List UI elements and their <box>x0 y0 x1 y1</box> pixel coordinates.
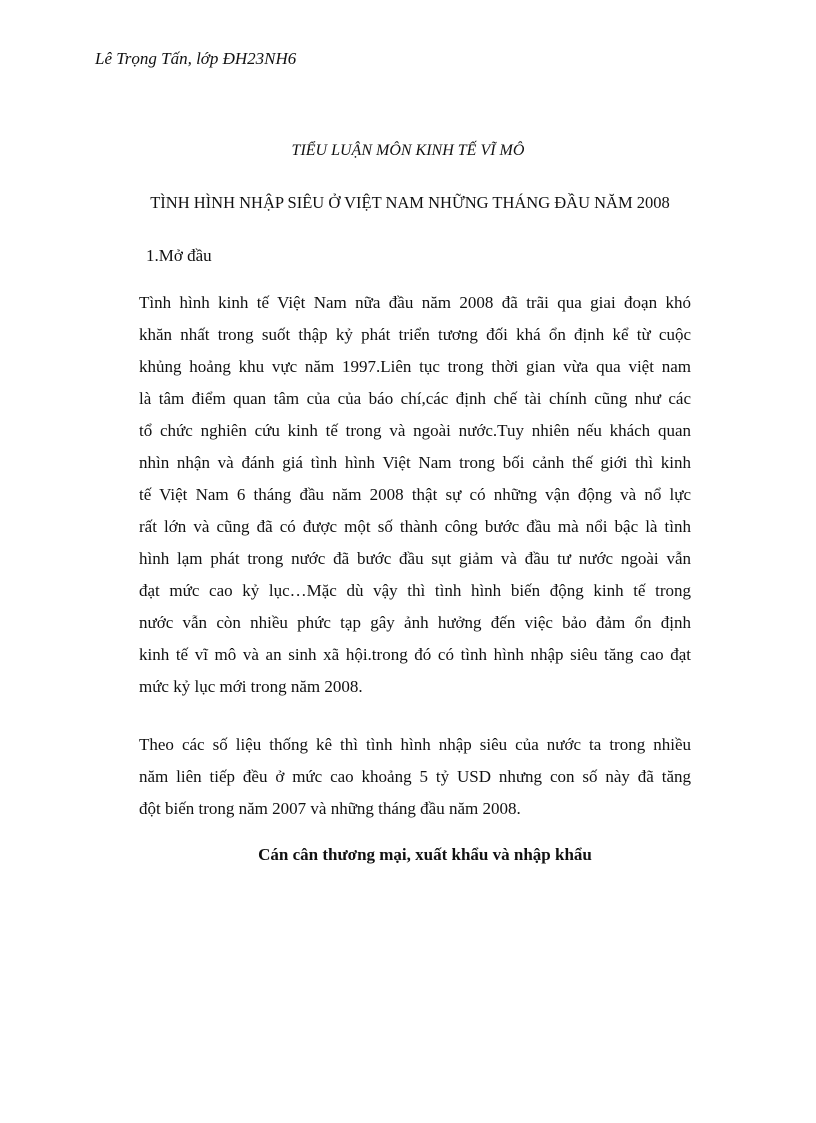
intro-paragraph <box>139 287 691 703</box>
main-title: TÌNH HÌNH NHẬP SIÊU Ở VIỆT NAM NHỮNG THÁNG ĐẦU NĂM 2008 <box>150 193 670 212</box>
paragraph-line: đạt mức cao kỷ lục…Mặc dù vậy thì tình hình biến động kinh tế trong <box>139 581 691 600</box>
paragraph-line: khủng hoảng khu vực năm 1997.Liên tục trong thời gian vừa qua việt nam <box>139 357 691 376</box>
paragraph-line: hình lạm phát trong nước đã bước đầu sụt giảm và đầu tư nước ngoài vẫn <box>139 549 691 568</box>
paragraph-line: tế Việt Nam 6 tháng đầu năm 2008 thật sự có những vận động và nổ lực <box>139 485 691 504</box>
figure-caption: Cán cân thương mại, xuất khẩu và nhập khẩu <box>258 845 592 864</box>
paragraph-line: nhìn nhận và đánh giá tình hình Việt Nam trong bối cảnh thế giới thì kinh <box>139 453 691 472</box>
paragraph-line: Theo các số liệu thống kê thì tình hình nhập siêu của nước ta trong nhiều <box>139 735 691 754</box>
paragraph-line: nước vẫn còn nhiều phức tạp gây ảnh hưởng đến việc bảo đảm ổn định <box>139 613 691 632</box>
author-line: Lê Trọng Tấn, lớp ĐH23NH6 <box>95 49 297 68</box>
statistics-paragraph <box>139 729 691 825</box>
section-heading: 1.Mở đầu <box>146 246 212 265</box>
paragraph-line: đột biến trong năm 2007 và những tháng đầu năm 2008. <box>139 799 521 818</box>
paragraph-line: tổ chức nghiên cứu kinh tế trong và ngoài nước.Tuy nhiên nếu khách quan <box>139 421 691 440</box>
subject-title <box>0 141 816 161</box>
paragraph-line: rất lớn và cũng đã có được một số thành công bước đầu mà nổi bậc là tình <box>139 517 691 536</box>
paragraph-line: khăn nhất trong suốt thập kỷ phát triển tương đối khá ổn định kể từ cuộc <box>139 325 691 344</box>
paragraph-line: là tâm điểm quan tâm của của báo chí,các định chế tài chính cũng như các <box>139 389 691 408</box>
paragraph-line: mức kỷ lục mới trong năm 2008. <box>139 677 363 696</box>
subject-title-text: TIỂU LUẬN MÔN KINH TẾ VĨ MÔ <box>291 142 525 159</box>
paragraph-line: kinh tế vĩ mô và an sinh xã hội.trong đó có tình hình nhập siêu tăng cao đạt <box>139 645 691 664</box>
paragraph-line: năm liên tiếp đều ở mức cao khoảng 5 tỷ USD nhưng con số này đã tăng <box>139 767 691 786</box>
paragraph-line: Tình hình kinh tế Việt Nam nữa đầu năm 2008 đã trãi qua giai đoạn khó <box>139 293 691 312</box>
